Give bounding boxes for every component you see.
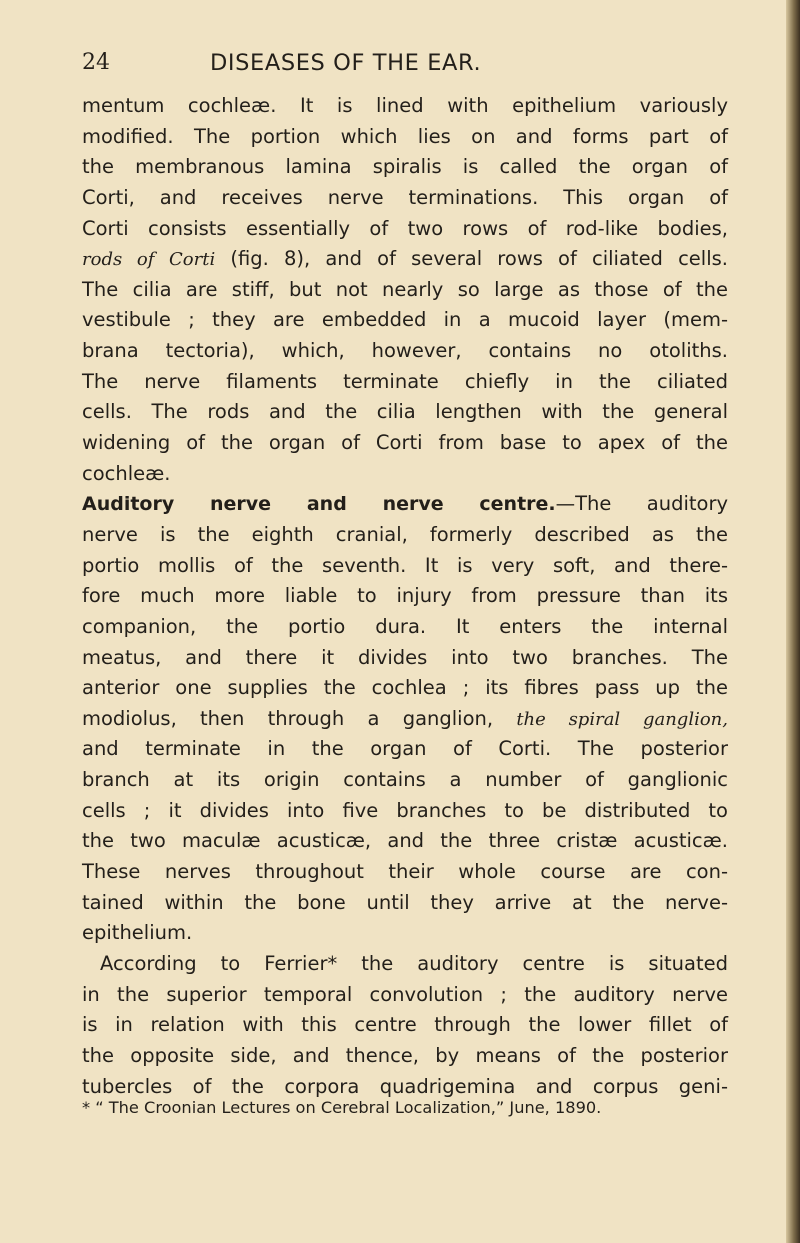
text-line	[82, 367, 728, 398]
text-line	[82, 980, 728, 1011]
line-text: is in relation with this centre through the lower fillet of	[82, 1013, 728, 1037]
italic-term: the spiral ganglion,	[516, 708, 728, 730]
line-text: fore much more liable to injury from pressure than its	[82, 584, 728, 608]
text-line	[82, 918, 728, 949]
text-line	[82, 397, 728, 428]
text-line	[82, 520, 728, 551]
line-text: modiolus, then through a ganglion,	[82, 706, 517, 730]
line-text: the two maculæ acusticæ, and the three cristæ acusticæ.	[82, 829, 728, 853]
text-line	[82, 275, 728, 306]
text-line	[82, 612, 728, 643]
line-text: modified. The portion which lies on and forms part of	[82, 124, 728, 148]
text-line	[82, 305, 728, 336]
body-text	[82, 91, 728, 1102]
running-head-title: DISEASES OF THE EAR.	[210, 50, 482, 76]
text-line	[82, 765, 728, 796]
text-line	[82, 734, 728, 765]
text-line	[82, 214, 728, 245]
line-text: branch at its origin contains a number of ganglionic	[82, 768, 728, 792]
text-line	[82, 857, 728, 888]
line-text: tained within the bone until they arrive at the nerve-	[82, 890, 728, 914]
line-text: and terminate in the organ of Corti. The posterior	[82, 737, 728, 761]
line-text: epithelium.	[82, 921, 193, 945]
line-text: These nerves throughout their whole course are con-	[82, 860, 728, 884]
line-text: (fig. 8), and of several rows of ciliated cells.	[215, 247, 728, 271]
line-text: Corti consists essentially of two rows of rod-like bodies,	[82, 216, 728, 240]
text-line	[82, 551, 728, 582]
line-text: —The auditory	[555, 492, 729, 516]
line-text: The nerve filaments terminate chiefly in the ciliated	[82, 369, 728, 393]
line-text: cells ; it divides into five branches to be distributed to	[82, 798, 728, 822]
page-number: 24	[82, 50, 110, 75]
line-text: the opposite side, and thence, by means of the posterior	[82, 1043, 728, 1067]
line-text: The cilia are stiff, but not nearly so large as those of the	[82, 277, 728, 301]
line-text: cochleæ.	[82, 461, 171, 485]
line-text: meatus, and there it divides into two branches. The	[82, 645, 728, 669]
text-line	[82, 796, 728, 827]
text-line	[82, 152, 728, 183]
line-text: According to Ferrier* the auditory centre is situated	[100, 951, 728, 975]
line-text: the membranous lamina spiralis is called the organ of	[82, 155, 728, 179]
text-line	[82, 888, 728, 919]
text-line	[82, 1010, 728, 1041]
italic-term: rods of Corti	[82, 249, 216, 271]
text-line	[82, 1041, 728, 1072]
line-text: widening of the organ of Corti from base to apex of the	[82, 431, 728, 455]
text-line	[82, 581, 728, 612]
line-text: vestibule ; they are embedded in a mucoid layer (mem-	[82, 308, 728, 332]
text-line	[82, 949, 728, 980]
text-line	[82, 826, 728, 857]
line-text: cells. The rods and the cilia lengthen with the general	[82, 400, 728, 424]
text-line	[82, 428, 728, 459]
text-line	[82, 459, 728, 490]
text-line	[82, 91, 728, 122]
section-heading: Auditory nerve and nerve centre.	[82, 493, 556, 516]
text-line	[82, 643, 728, 674]
text-line	[82, 183, 728, 214]
line-text: mentum cochleæ. It is lined with epithelium variously	[82, 94, 728, 117]
line-text: companion, the portio dura. It enters the internal	[82, 614, 728, 638]
line-text: brana tectoria), which, however, contains no otoliths.	[82, 339, 728, 363]
line-text: anterior one supplies the cochlea ; its fibres pass up the	[82, 676, 728, 700]
line-text: portio mollis of the seventh. It is very soft, and there-	[82, 553, 728, 577]
text-line	[82, 489, 728, 520]
footnote: * “ The Croonian Lectures on Cerebral Localization,” June, 1890.	[82, 1098, 602, 1117]
line-text: Corti, and receives nerve terminations. This organ of	[82, 185, 728, 209]
text-line	[82, 336, 728, 367]
text-line	[82, 673, 728, 704]
text-line	[82, 122, 728, 153]
page-binding-edge	[786, 0, 800, 1243]
text-line	[82, 704, 728, 735]
line-text: in the superior temporal convolution ; the auditory nerve	[82, 982, 728, 1006]
line-text: tubercles of the corpora quadrigemina and corpus geni-	[82, 1074, 728, 1098]
line-text: nerve is the eighth cranial, formerly described as the	[82, 522, 728, 546]
text-line	[82, 244, 728, 275]
